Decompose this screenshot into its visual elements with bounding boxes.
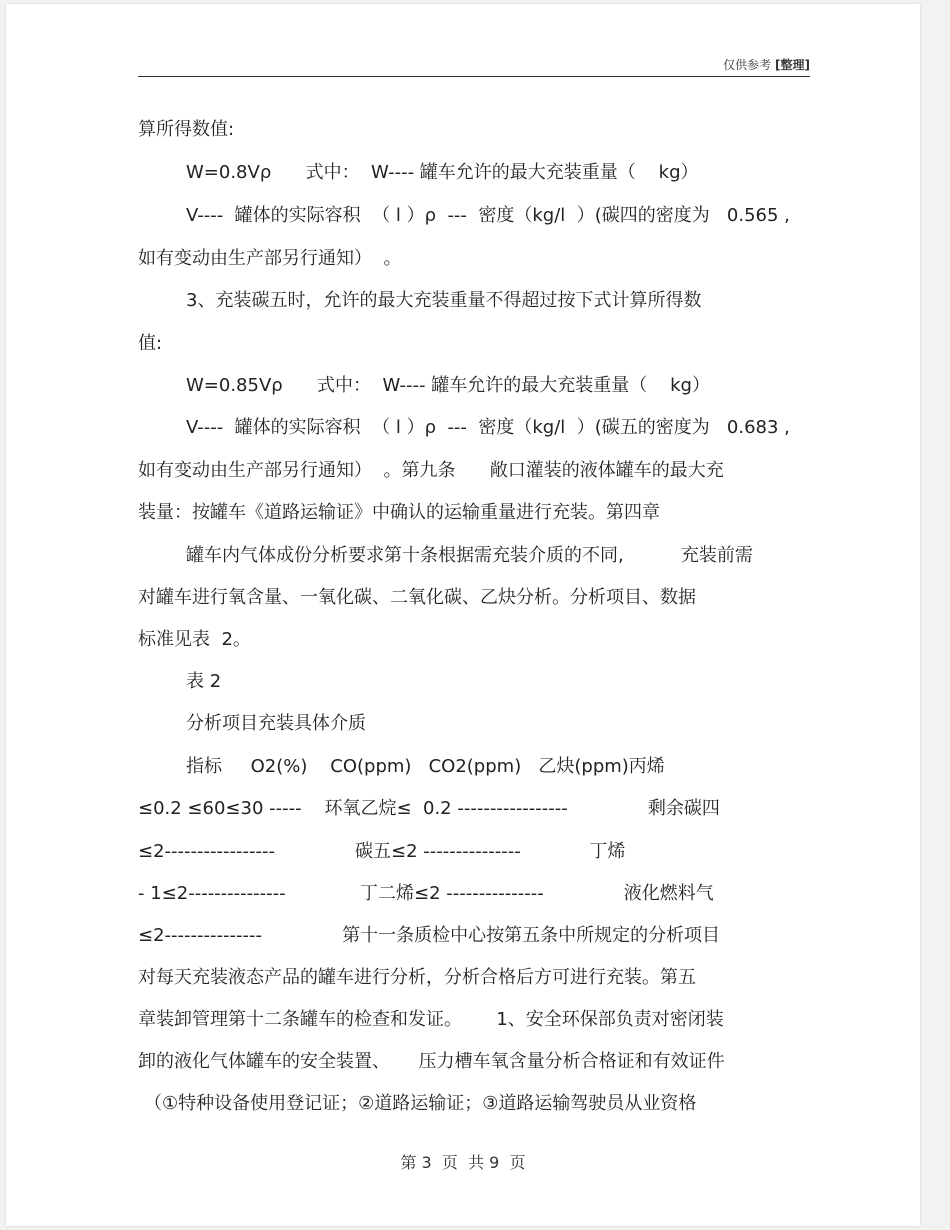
text-line: 对罐车进行氧含量、一氧化碳、二氧化碳、乙炔分析。分析项目、数据 (138, 587, 696, 608)
text-line: 值: (138, 333, 163, 354)
text-line: 装量：按罐车《道路运输证》中确认的运输重量进行充装。第四章 (138, 502, 660, 523)
text-line: 章装卸管理第十二条罐车的检查和发证。 1、安全环保部负责对密闭装 (138, 1009, 724, 1030)
text-line: ≤2--------------- 第十一条质检中心按第五条中所规定的分析项目 (138, 925, 721, 946)
text-line: （①特种设备使用登记证；②道路运输证；③道路运输驾驶员从业资格 (144, 1093, 697, 1114)
text-line: V---- 罐体的实际容积 （ l ）ρ --- 密度（kg/l ）(碳四的密度为 0.565 , (186, 205, 790, 226)
text-line: 3、充装碳五时，允许的最大充装重量不得超过按下式计算所得数 (186, 290, 702, 311)
page-number-footer: 第 3 页 共 9 页 (400, 1153, 526, 1172)
text-line: 指标 O2(%) CO(ppm) CO2(ppm) 乙炔(ppm)丙烯 (186, 756, 665, 777)
text-line: 表 2 (186, 671, 222, 692)
text-line: V---- 罐体的实际容积 （ l ）ρ --- 密度（kg/l ）(碳五的密度为 0.683 , (186, 417, 790, 438)
text-line: 标准见表 2。 (138, 629, 251, 650)
text-line: - 1≤2--------------- 丁二烯≤2 --------------- 液化燃料气 (138, 883, 714, 904)
text-line: 卸的液化气体罐车的安全装置、 压力槽车氧含量分析合格证和有效证件 (138, 1051, 725, 1072)
text-line: 对每天充装液态产品的罐车进行分析，分析合格后方可进行充装。第五 (138, 967, 696, 988)
text-line: W=0.85Vρ 式中： W---- 罐车允许的最大充装重量（ kg） (186, 375, 710, 396)
page-header (138, 56, 810, 73)
header-tag: [整理] (775, 58, 810, 72)
text-line: 罐车内气体成份分析要求第十条根据需充装介质的不同, 充装前需 (186, 545, 753, 566)
text-line: 分析项目充装具体介质 (186, 713, 366, 734)
text-line: 如有变动由生产部另行通知） 。 (138, 248, 402, 269)
text-line: ≤0.2 ≤60≤30 ----- 环氧乙烷≤ 0.2 ----------------- 剩余碳四 (138, 798, 720, 819)
header-rule (138, 76, 810, 77)
text-line: 如有变动由生产部另行通知） 。第九条 敞口灌装的液体罐车的最大充 (138, 460, 724, 481)
document-page (6, 4, 920, 1226)
text-line: W=0.8Vρ 式中： W---- 罐车允许的最大充装重量（ kg） (186, 162, 699, 183)
header-note: 仅供参考 (723, 58, 772, 72)
text-line: ≤2----------------- 碳五≤2 --------------- 丁烯 (138, 841, 626, 862)
text-line: 算所得数值: (138, 119, 235, 140)
